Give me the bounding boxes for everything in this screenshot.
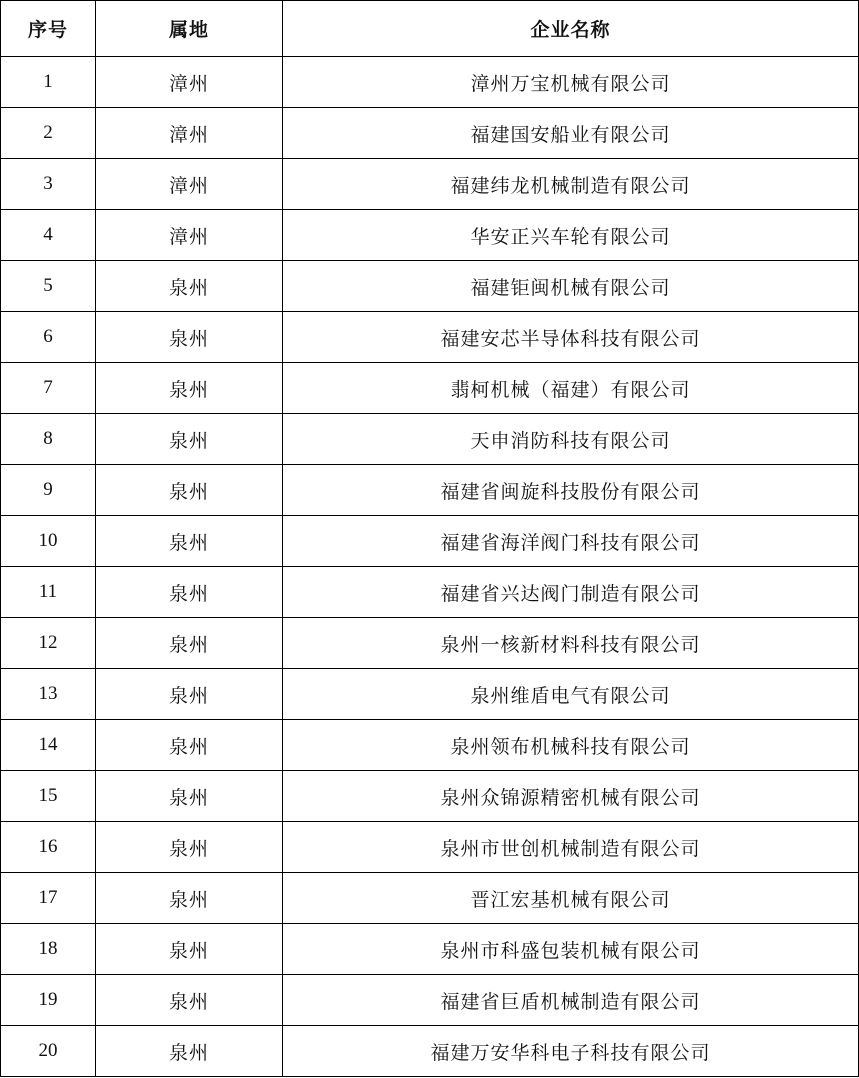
table-body	[1, 57, 859, 1077]
region-cell: 泉州	[96, 822, 283, 873]
company-name-cell: 福建安芯半导体科技有限公司	[283, 312, 859, 363]
table-row	[1, 873, 859, 924]
region-cell: 泉州	[96, 924, 283, 975]
serial-number-cell: 7	[1, 363, 96, 414]
serial-number-cell: 10	[1, 516, 96, 567]
company-name-cell: 华安正兴车轮有限公司	[283, 210, 859, 261]
serial-number-cell: 6	[1, 312, 96, 363]
company-name-cell: 漳州万宝机械有限公司	[283, 57, 859, 108]
table-row	[1, 567, 859, 618]
table-row	[1, 363, 859, 414]
table-row	[1, 975, 859, 1026]
region-cell: 泉州	[96, 567, 283, 618]
serial-number-cell: 18	[1, 924, 96, 975]
table-row	[1, 465, 859, 516]
table-row	[1, 771, 859, 822]
serial-number-cell: 9	[1, 465, 96, 516]
region-cell: 泉州	[96, 669, 283, 720]
region-cell: 泉州	[96, 720, 283, 771]
region-cell: 泉州	[96, 873, 283, 924]
table-row	[1, 1026, 859, 1077]
table-row	[1, 516, 859, 567]
region-cell: 泉州	[96, 975, 283, 1026]
region-cell: 泉州	[96, 414, 283, 465]
region-cell: 泉州	[96, 465, 283, 516]
region-cell: 泉州	[96, 516, 283, 567]
header-row	[1, 1, 859, 57]
company-name-cell: 福建万安华科电子科技有限公司	[283, 1026, 859, 1077]
serial-number-cell: 3	[1, 159, 96, 210]
table-header	[1, 1, 859, 57]
company-name-cell: 泉州市世创机械制造有限公司	[283, 822, 859, 873]
table-row	[1, 414, 859, 465]
company-name-cell: 天申消防科技有限公司	[283, 414, 859, 465]
region-cell: 漳州	[96, 108, 283, 159]
header-region: 属地	[96, 1, 283, 57]
table-row	[1, 822, 859, 873]
serial-number-cell: 12	[1, 618, 96, 669]
table-row	[1, 669, 859, 720]
serial-number-cell: 14	[1, 720, 96, 771]
serial-number-cell: 15	[1, 771, 96, 822]
serial-number-cell: 4	[1, 210, 96, 261]
table-row	[1, 618, 859, 669]
region-cell: 泉州	[96, 618, 283, 669]
serial-number-cell: 2	[1, 108, 96, 159]
table-row	[1, 924, 859, 975]
serial-number-cell: 16	[1, 822, 96, 873]
serial-number-cell: 5	[1, 261, 96, 312]
table-row	[1, 210, 859, 261]
company-name-cell: 泉州众锦源精密机械有限公司	[283, 771, 859, 822]
header-serial-number: 序号	[1, 1, 96, 57]
company-name-cell: 福建省巨盾机械制造有限公司	[283, 975, 859, 1026]
company-name-cell: 泉州一核新材料科技有限公司	[283, 618, 859, 669]
serial-number-cell: 20	[1, 1026, 96, 1077]
region-cell: 漳州	[96, 57, 283, 108]
region-cell: 漳州	[96, 210, 283, 261]
company-name-cell: 福建钜闽机械有限公司	[283, 261, 859, 312]
table-row	[1, 57, 859, 108]
company-name-cell: 翡柯机械（福建）有限公司	[283, 363, 859, 414]
table-row	[1, 312, 859, 363]
table-row	[1, 159, 859, 210]
company-name-cell: 福建省海洋阀门科技有限公司	[283, 516, 859, 567]
company-name-cell: 福建国安船业有限公司	[283, 108, 859, 159]
table-row	[1, 720, 859, 771]
company-name-cell: 晋江宏基机械有限公司	[283, 873, 859, 924]
company-name-cell: 泉州市科盛包装机械有限公司	[283, 924, 859, 975]
serial-number-cell: 19	[1, 975, 96, 1026]
region-cell: 泉州	[96, 261, 283, 312]
serial-number-cell: 8	[1, 414, 96, 465]
company-name-cell: 福建省闽旋科技股份有限公司	[283, 465, 859, 516]
serial-number-cell: 17	[1, 873, 96, 924]
region-cell: 泉州	[96, 771, 283, 822]
header-company-name: 企业名称	[283, 1, 859, 57]
region-cell: 泉州	[96, 363, 283, 414]
company-name-cell: 福建省兴达阀门制造有限公司	[283, 567, 859, 618]
serial-number-cell: 11	[1, 567, 96, 618]
region-cell: 泉州	[96, 1026, 283, 1077]
region-cell: 泉州	[96, 312, 283, 363]
serial-number-cell: 1	[1, 57, 96, 108]
company-name-cell: 福建纬龙机械制造有限公司	[283, 159, 859, 210]
company-name-cell: 泉州维盾电气有限公司	[283, 669, 859, 720]
table-row	[1, 261, 859, 312]
region-cell: 漳州	[96, 159, 283, 210]
table-row	[1, 108, 859, 159]
company-name-cell: 泉州领布机械科技有限公司	[283, 720, 859, 771]
serial-number-cell: 13	[1, 669, 96, 720]
